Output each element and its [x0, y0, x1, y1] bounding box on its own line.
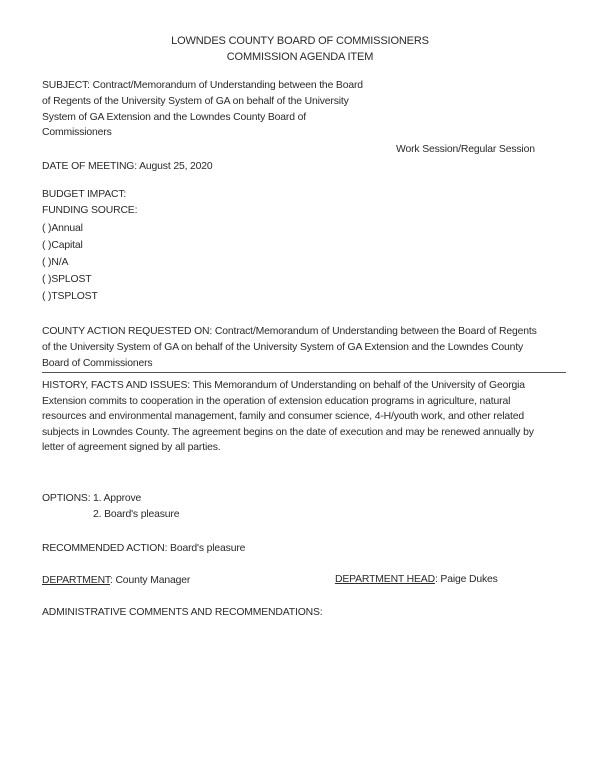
funding-option: ( )Annual — [42, 223, 83, 234]
option-item: 2. Board's pleasure — [93, 509, 180, 520]
history-line: subjects in Lowndes County. The agreement begins on the date of execution and may be renewed annually by — [42, 427, 534, 438]
department-value: : County Manager — [109, 575, 191, 586]
department-head — [335, 573, 498, 587]
history-line: Extension commits to cooperation in the operation of extension education programs in agriculture, natural — [42, 396, 511, 407]
doc-title: COMMISSION AGENDA ITEM — [226, 51, 374, 63]
department-head-label: DEPARTMENT HEAD — [335, 574, 435, 585]
session-type: Work Session/Regular Session — [396, 144, 535, 155]
county-action-line: COUNTY ACTION REQUESTED ON: Contract/Memorandum of Understanding between the Board of Regents — [42, 326, 537, 337]
funding-option: ( )N/A — [42, 257, 69, 268]
options-label: OPTIONS: — [42, 493, 91, 504]
funding-option: ( )SPLOST — [42, 274, 92, 285]
funding-source-label: FUNDING SOURCE: — [42, 205, 138, 216]
subject-line: of Regents of the University System of GA on behalf of the University — [42, 96, 349, 107]
history-line: letter of agreement signed by all parties. — [42, 442, 221, 453]
subject-line: Commissioners — [42, 127, 112, 138]
admin-comments: ADMINISTRATIVE COMMENTS AND RECOMMENDATIONS: — [42, 607, 323, 618]
department — [42, 574, 190, 588]
budget-impact: BUDGET IMPACT: — [42, 189, 127, 200]
org-title: LOWNDES COUNTY BOARD OF COMMISSIONERS — [171, 35, 429, 47]
county-action-line: Board of Commissioners — [42, 358, 153, 369]
date-of-meeting: DATE OF MEETING: August 25, 2020 — [42, 161, 213, 172]
history-line: HISTORY, FACTS AND ISSUES: This Memorandum of Understanding on behalf of the University of Georgia — [42, 380, 525, 391]
option-item: 1. Approve — [93, 493, 142, 504]
department-label: DEPARTMENT — [42, 575, 110, 586]
history-line: resources and environmental management, family and consumer science, 4-H/youth work, and other related — [42, 411, 524, 422]
recommended-action: RECOMMENDED ACTION: Board's pleasure — [42, 543, 246, 554]
department-head-value: : Paige Dukes — [434, 574, 498, 585]
funding-option: ( )Capital — [42, 240, 83, 251]
funding-option: ( )TSPLOST — [42, 291, 98, 302]
subject-line: SUBJECT: Contract/Memorandum of Understanding between the Board — [42, 80, 363, 91]
subject-line: System of GA Extension and the Lowndes County Board of — [42, 112, 306, 123]
divider — [42, 372, 566, 373]
county-action-line: of the University System of GA on behalf of the University System of GA Extension and the Lowndes County — [42, 342, 524, 353]
